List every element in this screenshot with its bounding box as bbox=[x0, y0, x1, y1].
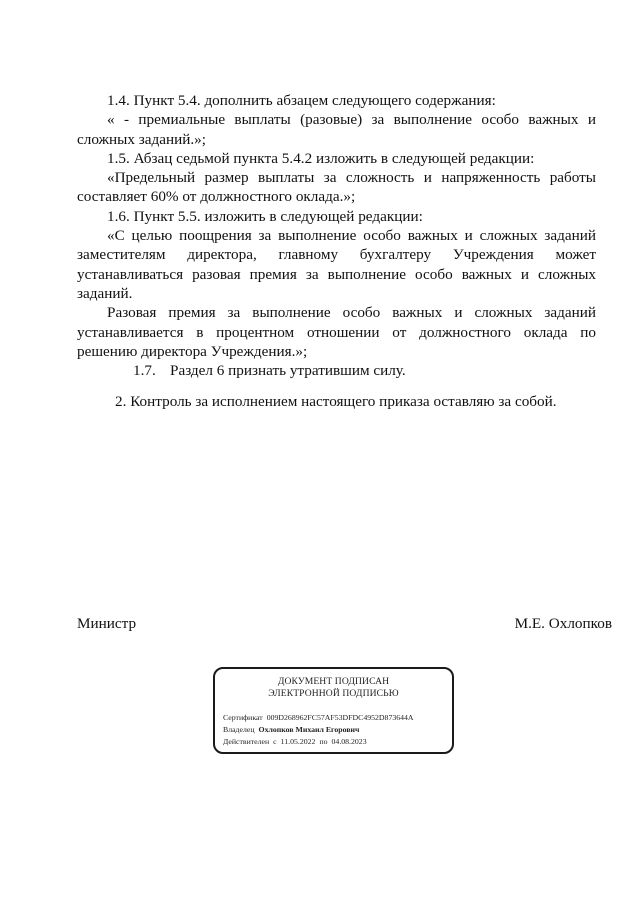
paragraph-2-control: 2. Контроль за исполнением настоящего приказа оставляю за собой. bbox=[115, 393, 557, 411]
validity-to-date: 04.08.2023 bbox=[331, 736, 367, 746]
signer-name: М.Е. Охлопков bbox=[514, 615, 612, 632]
paragraph-1-7-number: 1.7. bbox=[133, 362, 156, 380]
stamp-header bbox=[215, 676, 452, 700]
paragraph-1-4-title: 1.4. Пункт 5.4. дополнить абзацем следующего содержания: bbox=[107, 92, 496, 109]
validity-from-word: с bbox=[273, 736, 277, 746]
owner-label: Владелец bbox=[223, 724, 255, 734]
stamp-header-line-2: ЭЛЕКТРОННОЙ ПОДПИСЬЮ bbox=[268, 688, 399, 699]
validity-to-word: по bbox=[319, 736, 328, 746]
stamp-validity-line bbox=[223, 736, 414, 748]
paragraph-1-7-text: Раздел 6 признать утратившим силу. bbox=[170, 362, 406, 380]
paragraph-1-6-text-2: Разовая премия за выполнение особо важных и сложных заданий устанавливается в процентном отношении от должностного оклада по решению директора Учреждения.»; bbox=[77, 304, 596, 360]
paragraph-1-6-title: 1.6. Пункт 5.5. изложить в следующей редакции: bbox=[107, 207, 423, 225]
stamp-owner-line bbox=[223, 724, 414, 736]
certificate-value: 009D268962FC57AF53DFDC4952D873644A bbox=[266, 713, 414, 722]
paragraph-1-5-text: «Предельный размер выплаты за сложность и напряженность работы составляет 60% от должностного оклада.»; bbox=[77, 169, 596, 206]
stamp-certificate-line bbox=[223, 712, 414, 724]
document-body bbox=[77, 91, 596, 412]
validity-from-date: 11.05.2022 bbox=[280, 736, 316, 746]
paragraph-1-4-text: « - премиальные выплаты (разовые) за выполнение особо важных и сложных заданий.»; bbox=[77, 111, 596, 148]
paragraph-1-6-text-1: «С целью поощрения за выполнение особо важных и сложных заданий заместителям директора, главному бухгалтеру Учреждения может устанавливаться разовая премия за выполнение особо важных и сложных заданий. bbox=[77, 227, 596, 302]
paragraph-1-5-title: 1.5. Абзац седьмой пункта 5.4.2 изложить в следующей редакции: bbox=[107, 149, 535, 167]
signer-position: Министр bbox=[77, 615, 137, 632]
certificate-label: Сертификат bbox=[223, 713, 263, 722]
electronic-signature-stamp bbox=[213, 667, 454, 754]
stamp-details bbox=[223, 712, 414, 747]
validity-label: Действителен bbox=[223, 736, 270, 746]
owner-value: Охлопков Михаил Егорович bbox=[258, 724, 360, 734]
paragraph-1-7 bbox=[77, 361, 596, 380]
stamp-header-line-1: ДОКУМЕНТ ПОДПИСАН bbox=[277, 676, 390, 687]
